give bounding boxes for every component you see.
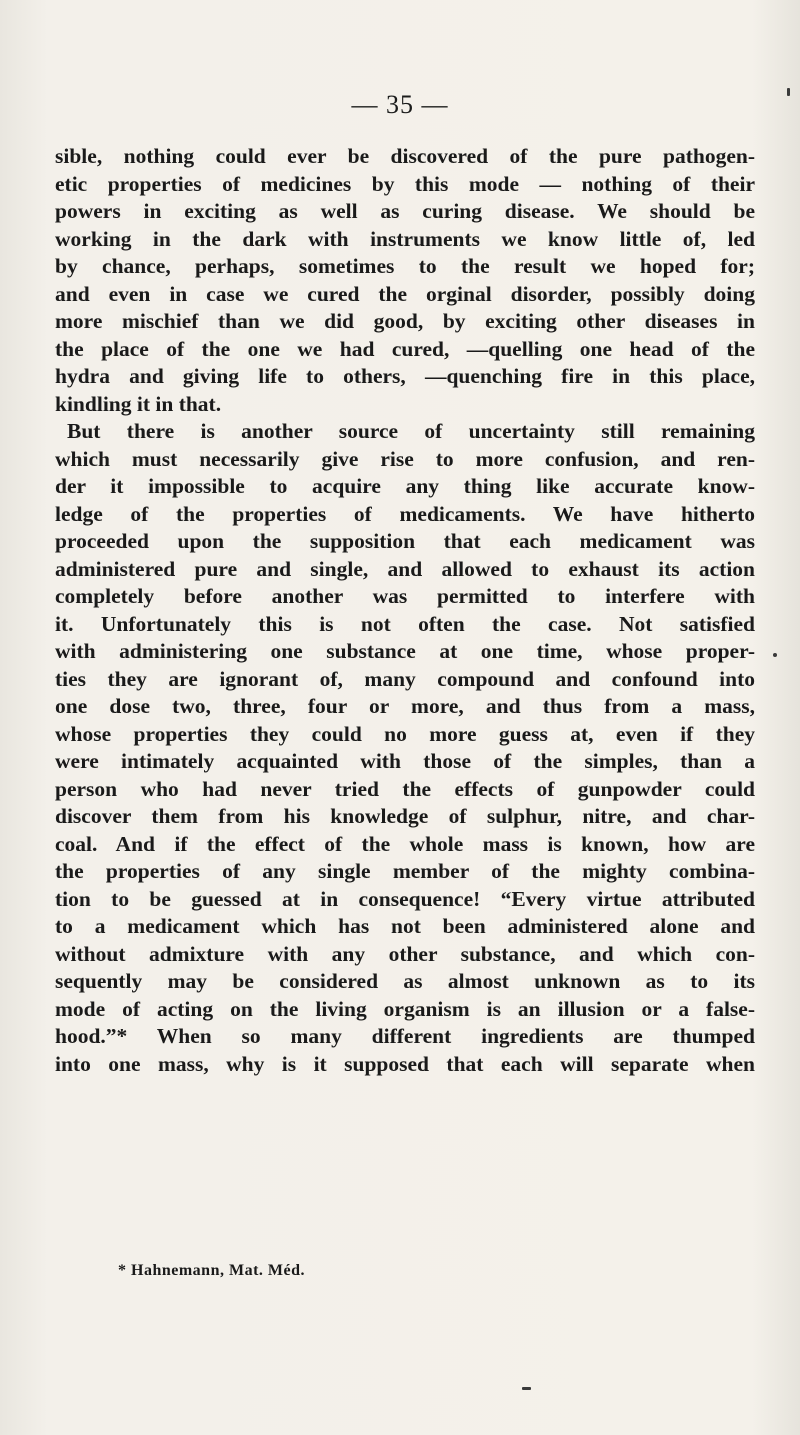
text-line: the place of the one we had cured, —quelling one head of the [55,336,755,361]
text-line: with administering one substance at one time, whose proper- [55,639,755,663]
text-line: discover them from his knowledge of sulphur, nitre, and char- [55,804,755,828]
text-line: hood.”* When so many different ingredients are thumped [55,1024,755,1048]
text-line: were intimately acquainted with those of the simples, than a [55,749,755,773]
text-line: sible, nothing could ever be discovered of the pure pathogen- [55,144,755,168]
paragraph-start-line: But there is another source of uncertainty still remaining [67,419,755,443]
text-line: and even in case we cured the orginal disorder, possibly doing [55,281,755,306]
text-line: ties they are ignorant of, many compound and confound into [55,666,755,691]
text-line: without admixture with any other substance, and which con- [55,941,755,966]
text-line: by chance, perhaps, sometimes to the result we hoped for; [55,254,755,278]
text-line: mode of acting on the living organism is an illusion or a false- [55,996,755,1021]
text-line: person who had never tried the effects of gunpowder could [55,776,755,801]
footnote: * Hahnemann, Mat. Méd. [118,1262,305,1279]
text-line: tion to be guessed at in consequence! “Every virtue attributed [55,886,755,911]
scan-speck [787,88,790,96]
text-line: hydra and giving life to others, —quenching fire in this place, [55,364,755,388]
text-line: etic properties of medicines by this mode — nothing of their [55,171,755,196]
scan-speck [522,1387,531,1390]
text-line: to a medicament which has not been administered alone and [55,914,755,938]
page-number: — 35 — [351,90,449,119]
text-line: into one mass, why is it supposed that each will separate when [55,1051,755,1076]
text-line: completely before another was permitted to interfere with [55,584,755,608]
scan-speck [773,653,777,657]
text-line: proceeded upon the supposition that each medicament was [55,529,755,553]
text-line: it. Unfortunately this is not often the case. Not satisfied [55,611,755,636]
text-line: powers in exciting as well as curing disease. We should be [55,199,755,223]
text-line: the properties of any single member of the mighty combina- [55,859,755,883]
text-line: administered pure and single, and allowed to exhaust its action [55,556,755,581]
text-line: which must necessarily give rise to more confusion, and ren- [55,446,755,471]
text-line: kindling it in that. [55,391,222,416]
body-text [55,143,755,1078]
text-line: der it impossible to acquire any thing like accurate know- [55,474,755,498]
text-line: one dose two, three, four or more, and thus from a mass, [55,694,755,718]
text-line: ledge of the properties of medicaments. We have hitherto [55,501,755,526]
text-line: more mischief than we did good, by exciting other diseases in [55,309,755,333]
text-line: working in the dark with instruments we know little of, led [55,226,755,251]
text-line: sequently may be considered as almost unknown as to its [55,969,755,993]
text-line: coal. And if the effect of the whole mass is known, how are [55,831,755,856]
text-line: whose properties they could no more guess at, even if they [55,721,755,746]
